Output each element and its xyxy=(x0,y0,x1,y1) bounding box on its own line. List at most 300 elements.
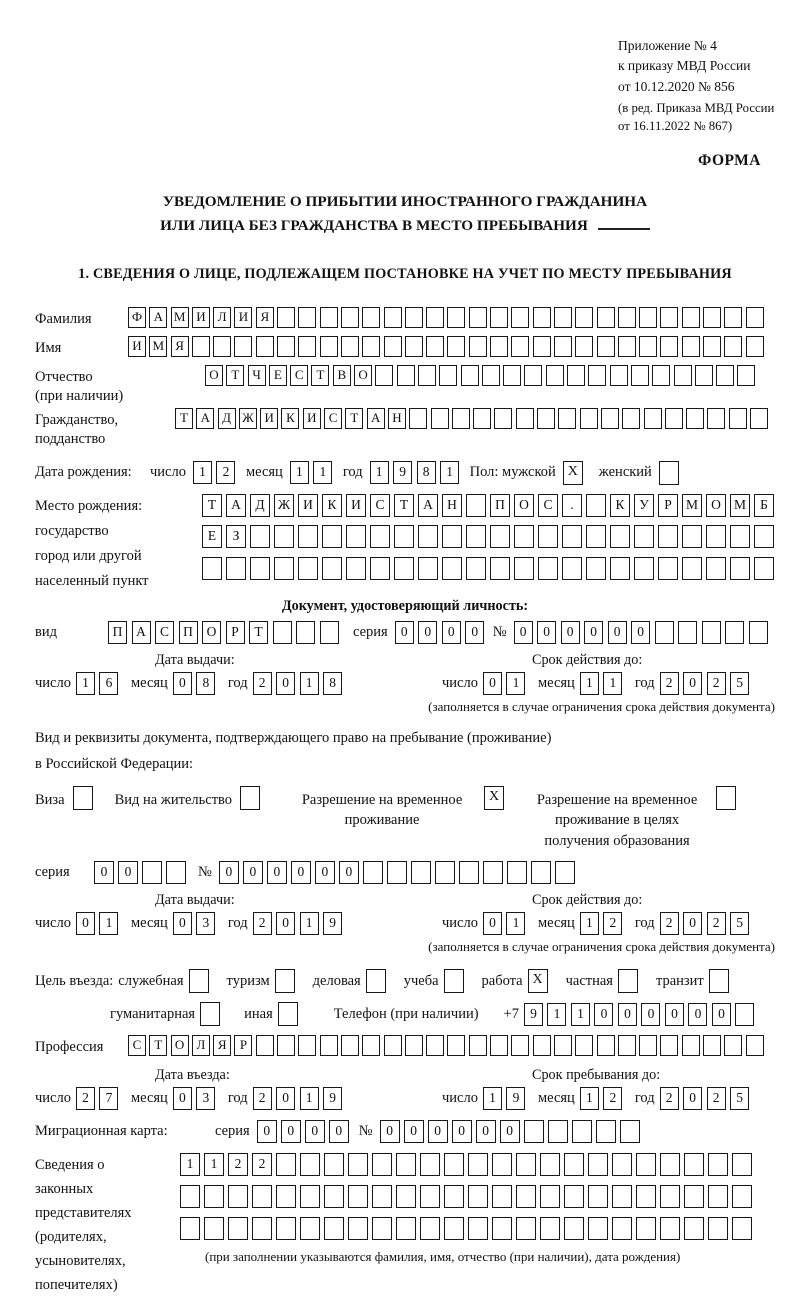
char-box[interactable]: 9 xyxy=(506,1087,525,1110)
char-box[interactable]: 0 xyxy=(683,1087,702,1110)
char-box[interactable] xyxy=(447,336,465,357)
char-box[interactable] xyxy=(703,1035,721,1056)
char-box[interactable] xyxy=(492,1185,512,1208)
char-box[interactable] xyxy=(459,861,479,884)
char-box[interactable] xyxy=(444,1185,464,1208)
char-box[interactable]: 0 xyxy=(173,672,192,695)
char-box[interactable] xyxy=(375,365,393,386)
char-box[interactable] xyxy=(252,1217,272,1240)
char-box[interactable] xyxy=(468,1153,488,1176)
char-box[interactable] xyxy=(394,525,414,548)
char-box[interactable] xyxy=(409,408,427,429)
char-box[interactable] xyxy=(396,1153,416,1176)
char-box[interactable] xyxy=(384,1035,402,1056)
char-box[interactable] xyxy=(346,525,366,548)
char-box[interactable]: 0 xyxy=(305,1120,325,1143)
char-box[interactable] xyxy=(588,1153,608,1176)
char-box[interactable] xyxy=(346,557,366,580)
char-box[interactable]: 1 xyxy=(300,672,319,695)
char-box[interactable] xyxy=(622,408,640,429)
char-box[interactable]: 0 xyxy=(483,672,502,695)
char-box[interactable] xyxy=(442,525,462,548)
char-box[interactable]: 2 xyxy=(603,1087,622,1110)
char-box[interactable] xyxy=(554,1035,572,1056)
char-box[interactable] xyxy=(490,557,510,580)
char-box[interactable] xyxy=(575,336,593,357)
checkbox[interactable] xyxy=(659,461,679,485)
char-box[interactable] xyxy=(678,621,697,644)
char-box[interactable]: Ж xyxy=(239,408,257,429)
char-box[interactable] xyxy=(348,1185,368,1208)
char-box[interactable] xyxy=(277,1035,295,1056)
char-box[interactable]: М xyxy=(171,307,189,328)
checkbox[interactable] xyxy=(189,969,209,993)
char-box[interactable] xyxy=(490,525,510,548)
char-box[interactable] xyxy=(724,336,742,357)
char-box[interactable] xyxy=(274,557,294,580)
char-box[interactable] xyxy=(250,557,270,580)
char-box[interactable] xyxy=(660,336,678,357)
char-box[interactable] xyxy=(729,408,747,429)
char-box[interactable] xyxy=(636,1185,656,1208)
char-box[interactable]: 0 xyxy=(452,1120,472,1143)
char-box[interactable]: 1 xyxy=(440,461,459,484)
char-box[interactable]: 2 xyxy=(707,912,726,935)
char-box[interactable] xyxy=(394,557,414,580)
char-box[interactable]: 0 xyxy=(291,861,311,884)
char-box[interactable]: 2 xyxy=(76,1087,95,1110)
char-box[interactable] xyxy=(384,336,402,357)
char-box[interactable]: 1 xyxy=(290,461,309,484)
char-box[interactable] xyxy=(482,365,500,386)
char-box[interactable] xyxy=(555,861,575,884)
char-box[interactable] xyxy=(492,1153,512,1176)
char-box[interactable] xyxy=(562,557,582,580)
char-box[interactable] xyxy=(324,1185,344,1208)
char-box[interactable]: Р xyxy=(234,1035,252,1056)
checkbox[interactable] xyxy=(240,786,260,810)
char-box[interactable] xyxy=(537,408,555,429)
char-box[interactable] xyxy=(204,1217,224,1240)
char-box[interactable]: Д xyxy=(250,494,270,517)
char-box[interactable] xyxy=(636,1217,656,1240)
char-box[interactable]: 2 xyxy=(660,672,679,695)
char-box[interactable]: А xyxy=(367,408,385,429)
char-box[interactable] xyxy=(703,336,721,357)
char-box[interactable]: О xyxy=(514,494,534,517)
char-box[interactable]: 1 xyxy=(547,1003,566,1026)
char-box[interactable]: 1 xyxy=(483,1087,502,1110)
char-box[interactable] xyxy=(444,1217,464,1240)
char-box[interactable] xyxy=(586,494,606,517)
char-box[interactable] xyxy=(452,408,470,429)
char-box[interactable]: С xyxy=(155,621,174,644)
char-box[interactable] xyxy=(658,525,678,548)
char-box[interactable] xyxy=(372,1185,392,1208)
char-box[interactable]: Т xyxy=(226,365,244,386)
char-box[interactable]: К xyxy=(322,494,342,517)
char-box[interactable] xyxy=(730,525,750,548)
char-box[interactable] xyxy=(580,408,598,429)
char-box[interactable]: Е xyxy=(202,525,222,548)
char-box[interactable] xyxy=(639,336,657,357)
char-box[interactable] xyxy=(405,336,423,357)
char-box[interactable] xyxy=(228,1217,248,1240)
char-box[interactable]: О xyxy=(202,621,221,644)
char-box[interactable] xyxy=(746,1035,764,1056)
char-box[interactable] xyxy=(655,621,674,644)
char-box[interactable] xyxy=(540,1217,560,1240)
char-box[interactable] xyxy=(596,1120,616,1143)
char-box[interactable] xyxy=(644,408,662,429)
checkbox[interactable]: X xyxy=(563,461,583,485)
char-box[interactable]: 1 xyxy=(180,1153,200,1176)
char-box[interactable]: Р xyxy=(226,621,245,644)
char-box[interactable] xyxy=(447,1035,465,1056)
char-box[interactable]: 0 xyxy=(380,1120,400,1143)
char-box[interactable]: 2 xyxy=(228,1153,248,1176)
char-box[interactable] xyxy=(372,1153,392,1176)
char-box[interactable] xyxy=(597,336,615,357)
char-box[interactable]: В xyxy=(333,365,351,386)
char-box[interactable] xyxy=(256,1035,274,1056)
char-box[interactable]: Р xyxy=(658,494,678,517)
char-box[interactable]: И xyxy=(346,494,366,517)
char-box[interactable] xyxy=(636,1153,656,1176)
char-box[interactable] xyxy=(665,408,683,429)
char-box[interactable] xyxy=(516,1153,536,1176)
char-box[interactable] xyxy=(511,336,529,357)
char-box[interactable] xyxy=(348,1153,368,1176)
char-box[interactable]: Т xyxy=(311,365,329,386)
char-box[interactable] xyxy=(540,1185,560,1208)
char-box[interactable] xyxy=(660,307,678,328)
char-box[interactable]: Б xyxy=(754,494,774,517)
char-box[interactable]: 2 xyxy=(707,672,726,695)
char-box[interactable] xyxy=(516,408,534,429)
char-box[interactable] xyxy=(370,557,390,580)
char-box[interactable]: 1 xyxy=(580,1087,599,1110)
char-box[interactable]: Ч xyxy=(248,365,266,386)
char-box[interactable] xyxy=(277,336,295,357)
char-box[interactable]: 0 xyxy=(94,861,114,884)
char-box[interactable]: К xyxy=(281,408,299,429)
char-box[interactable] xyxy=(324,1217,344,1240)
char-box[interactable] xyxy=(384,307,402,328)
char-box[interactable] xyxy=(411,861,431,884)
checkbox[interactable] xyxy=(366,969,386,993)
char-box[interactable] xyxy=(554,336,572,357)
char-box[interactable]: 0 xyxy=(243,861,263,884)
char-box[interactable] xyxy=(682,307,700,328)
char-box[interactable] xyxy=(612,1217,632,1240)
char-box[interactable] xyxy=(612,1153,632,1176)
char-box[interactable] xyxy=(298,1035,316,1056)
char-box[interactable] xyxy=(562,525,582,548)
char-box[interactable] xyxy=(684,1153,704,1176)
char-box[interactable] xyxy=(396,1217,416,1240)
char-box[interactable] xyxy=(142,861,162,884)
char-box[interactable] xyxy=(473,408,491,429)
char-box[interactable] xyxy=(503,365,521,386)
char-box[interactable] xyxy=(586,525,606,548)
char-box[interactable] xyxy=(300,1217,320,1240)
char-box[interactable] xyxy=(618,307,636,328)
char-box[interactable]: 9 xyxy=(323,912,342,935)
char-box[interactable] xyxy=(586,557,606,580)
char-box[interactable]: 0 xyxy=(483,912,502,935)
checkbox[interactable] xyxy=(73,786,93,810)
char-box[interactable] xyxy=(180,1185,200,1208)
char-box[interactable] xyxy=(531,861,551,884)
char-box[interactable]: 0 xyxy=(276,1087,295,1110)
char-box[interactable] xyxy=(514,525,534,548)
char-box[interactable] xyxy=(725,621,744,644)
char-box[interactable] xyxy=(418,525,438,548)
char-box[interactable]: К xyxy=(610,494,630,517)
char-box[interactable] xyxy=(435,861,455,884)
char-box[interactable]: 0 xyxy=(173,912,192,935)
char-box[interactable] xyxy=(703,307,721,328)
char-box[interactable] xyxy=(558,408,576,429)
char-box[interactable]: Т xyxy=(149,1035,167,1056)
char-box[interactable]: С xyxy=(324,408,342,429)
char-box[interactable]: 0 xyxy=(329,1120,349,1143)
char-box[interactable]: 1 xyxy=(506,672,525,695)
char-box[interactable]: Л xyxy=(213,307,231,328)
char-box[interactable] xyxy=(564,1153,584,1176)
char-box[interactable] xyxy=(418,557,438,580)
char-box[interactable] xyxy=(490,336,508,357)
char-box[interactable]: 2 xyxy=(253,912,272,935)
char-box[interactable] xyxy=(466,557,486,580)
char-box[interactable] xyxy=(524,1120,544,1143)
char-box[interactable] xyxy=(320,336,338,357)
char-box[interactable] xyxy=(514,557,534,580)
char-box[interactable] xyxy=(180,1217,200,1240)
checkbox[interactable] xyxy=(709,969,729,993)
char-box[interactable] xyxy=(256,336,274,357)
char-box[interactable] xyxy=(516,1185,536,1208)
char-box[interactable]: Д xyxy=(218,408,236,429)
char-box[interactable] xyxy=(320,621,339,644)
char-box[interactable] xyxy=(444,1153,464,1176)
char-box[interactable] xyxy=(322,557,342,580)
char-box[interactable]: 0 xyxy=(257,1120,277,1143)
char-box[interactable]: 2 xyxy=(603,912,622,935)
char-box[interactable] xyxy=(533,307,551,328)
char-box[interactable] xyxy=(575,1035,593,1056)
char-box[interactable]: 0 xyxy=(537,621,556,644)
char-box[interactable]: Н xyxy=(388,408,406,429)
char-box[interactable] xyxy=(277,307,295,328)
char-box[interactable]: 2 xyxy=(707,1087,726,1110)
char-box[interactable]: 2 xyxy=(252,1153,272,1176)
char-box[interactable]: 0 xyxy=(608,621,627,644)
char-box[interactable] xyxy=(707,408,725,429)
char-box[interactable] xyxy=(682,1035,700,1056)
char-box[interactable] xyxy=(442,557,462,580)
char-box[interactable] xyxy=(548,1120,568,1143)
char-box[interactable] xyxy=(469,336,487,357)
char-box[interactable] xyxy=(370,525,390,548)
char-box[interactable] xyxy=(228,1185,248,1208)
char-box[interactable] xyxy=(634,525,654,548)
char-box[interactable]: 0 xyxy=(476,1120,496,1143)
char-box[interactable] xyxy=(362,307,380,328)
char-box[interactable]: М xyxy=(730,494,750,517)
char-box[interactable] xyxy=(447,307,465,328)
char-box[interactable] xyxy=(492,1217,512,1240)
char-box[interactable]: П xyxy=(179,621,198,644)
char-box[interactable] xyxy=(620,1120,640,1143)
char-box[interactable] xyxy=(554,307,572,328)
char-box[interactable] xyxy=(754,557,774,580)
char-box[interactable]: 1 xyxy=(580,912,599,935)
char-box[interactable] xyxy=(746,307,764,328)
char-box[interactable] xyxy=(439,365,457,386)
char-box[interactable] xyxy=(618,336,636,357)
char-box[interactable] xyxy=(298,557,318,580)
char-box[interactable]: 0 xyxy=(712,1003,731,1026)
checkbox[interactable] xyxy=(716,786,736,810)
char-box[interactable] xyxy=(300,1185,320,1208)
char-box[interactable]: А xyxy=(149,307,167,328)
char-box[interactable]: 7 xyxy=(99,1087,118,1110)
char-box[interactable]: 0 xyxy=(428,1120,448,1143)
char-box[interactable]: 0 xyxy=(514,621,533,644)
char-box[interactable] xyxy=(737,365,755,386)
char-box[interactable] xyxy=(732,1217,752,1240)
char-box[interactable]: П xyxy=(490,494,510,517)
char-box[interactable] xyxy=(418,365,436,386)
char-box[interactable] xyxy=(588,1217,608,1240)
char-box[interactable]: 5 xyxy=(730,672,749,695)
checkbox[interactable] xyxy=(200,1002,220,1026)
char-box[interactable]: 0 xyxy=(173,1087,192,1110)
char-box[interactable]: 0 xyxy=(665,1003,684,1026)
char-box[interactable]: 1 xyxy=(603,672,622,695)
char-box[interactable] xyxy=(660,1217,680,1240)
char-box[interactable] xyxy=(490,1035,508,1056)
char-box[interactable] xyxy=(533,1035,551,1056)
char-box[interactable] xyxy=(639,307,657,328)
char-box[interactable]: 0 xyxy=(404,1120,424,1143)
char-box[interactable]: 9 xyxy=(323,1087,342,1110)
char-box[interactable] xyxy=(682,557,702,580)
char-box[interactable] xyxy=(322,525,342,548)
char-box[interactable] xyxy=(166,861,186,884)
char-box[interactable]: 0 xyxy=(683,672,702,695)
checkbox[interactable] xyxy=(444,969,464,993)
char-box[interactable]: 2 xyxy=(660,912,679,935)
char-box[interactable] xyxy=(658,557,678,580)
checkbox[interactable]: X xyxy=(484,786,504,810)
char-box[interactable] xyxy=(631,365,649,386)
char-box[interactable]: Т xyxy=(394,494,414,517)
char-box[interactable]: М xyxy=(149,336,167,357)
char-box[interactable]: 9 xyxy=(524,1003,543,1026)
char-box[interactable]: 0 xyxy=(281,1120,301,1143)
char-box[interactable] xyxy=(708,1185,728,1208)
char-box[interactable]: 0 xyxy=(315,861,335,884)
char-box[interactable]: Ж xyxy=(274,494,294,517)
char-box[interactable] xyxy=(716,365,734,386)
char-box[interactable]: 1 xyxy=(204,1153,224,1176)
char-box[interactable]: Н xyxy=(442,494,462,517)
char-box[interactable]: Я xyxy=(256,307,274,328)
char-box[interactable]: 0 xyxy=(219,861,239,884)
char-box[interactable] xyxy=(735,1003,754,1026)
char-box[interactable] xyxy=(546,365,564,386)
char-box[interactable] xyxy=(708,1217,728,1240)
char-box[interactable] xyxy=(341,307,359,328)
char-box[interactable]: 0 xyxy=(584,621,603,644)
char-box[interactable]: А xyxy=(196,408,214,429)
char-box[interactable]: 8 xyxy=(417,461,436,484)
char-box[interactable]: С xyxy=(128,1035,146,1056)
char-box[interactable]: 0 xyxy=(465,621,484,644)
char-box[interactable]: Е xyxy=(269,365,287,386)
char-box[interactable] xyxy=(684,1217,704,1240)
char-box[interactable] xyxy=(341,336,359,357)
char-box[interactable]: 6 xyxy=(99,672,118,695)
char-box[interactable] xyxy=(702,621,721,644)
char-box[interactable] xyxy=(732,1185,752,1208)
char-box[interactable]: Т xyxy=(202,494,222,517)
char-box[interactable]: 1 xyxy=(193,461,212,484)
char-box[interactable]: Я xyxy=(171,336,189,357)
char-box[interactable] xyxy=(588,365,606,386)
char-box[interactable]: 5 xyxy=(730,1087,749,1110)
char-box[interactable] xyxy=(362,336,380,357)
char-box[interactable] xyxy=(652,365,670,386)
char-box[interactable] xyxy=(567,365,585,386)
char-box[interactable] xyxy=(362,1035,380,1056)
char-box[interactable]: 0 xyxy=(688,1003,707,1026)
char-box[interactable]: 1 xyxy=(506,912,525,935)
char-box[interactable] xyxy=(420,1217,440,1240)
char-box[interactable] xyxy=(296,621,315,644)
char-box[interactable]: 8 xyxy=(323,672,342,695)
char-box[interactable]: 0 xyxy=(442,621,461,644)
char-box[interactable]: У xyxy=(634,494,654,517)
char-box[interactable]: 1 xyxy=(76,672,95,695)
char-box[interactable]: А xyxy=(226,494,246,517)
char-box[interactable] xyxy=(511,307,529,328)
char-box[interactable]: 9 xyxy=(393,461,412,484)
char-box[interactable] xyxy=(516,1217,536,1240)
char-box[interactable]: И xyxy=(260,408,278,429)
char-box[interactable]: Ф xyxy=(128,307,146,328)
char-box[interactable]: 0 xyxy=(631,621,650,644)
char-box[interactable] xyxy=(483,861,503,884)
char-box[interactable] xyxy=(564,1217,584,1240)
char-box[interactable] xyxy=(490,307,508,328)
char-box[interactable] xyxy=(320,307,338,328)
char-box[interactable]: 1 xyxy=(300,912,319,935)
char-box[interactable] xyxy=(660,1185,680,1208)
char-box[interactable] xyxy=(298,307,316,328)
char-box[interactable] xyxy=(426,336,444,357)
char-box[interactable]: 1 xyxy=(99,912,118,935)
char-box[interactable] xyxy=(684,1185,704,1208)
char-box[interactable] xyxy=(348,1217,368,1240)
char-box[interactable]: О xyxy=(706,494,726,517)
char-box[interactable] xyxy=(396,1185,416,1208)
char-box[interactable]: А xyxy=(418,494,438,517)
char-box[interactable] xyxy=(341,1035,359,1056)
